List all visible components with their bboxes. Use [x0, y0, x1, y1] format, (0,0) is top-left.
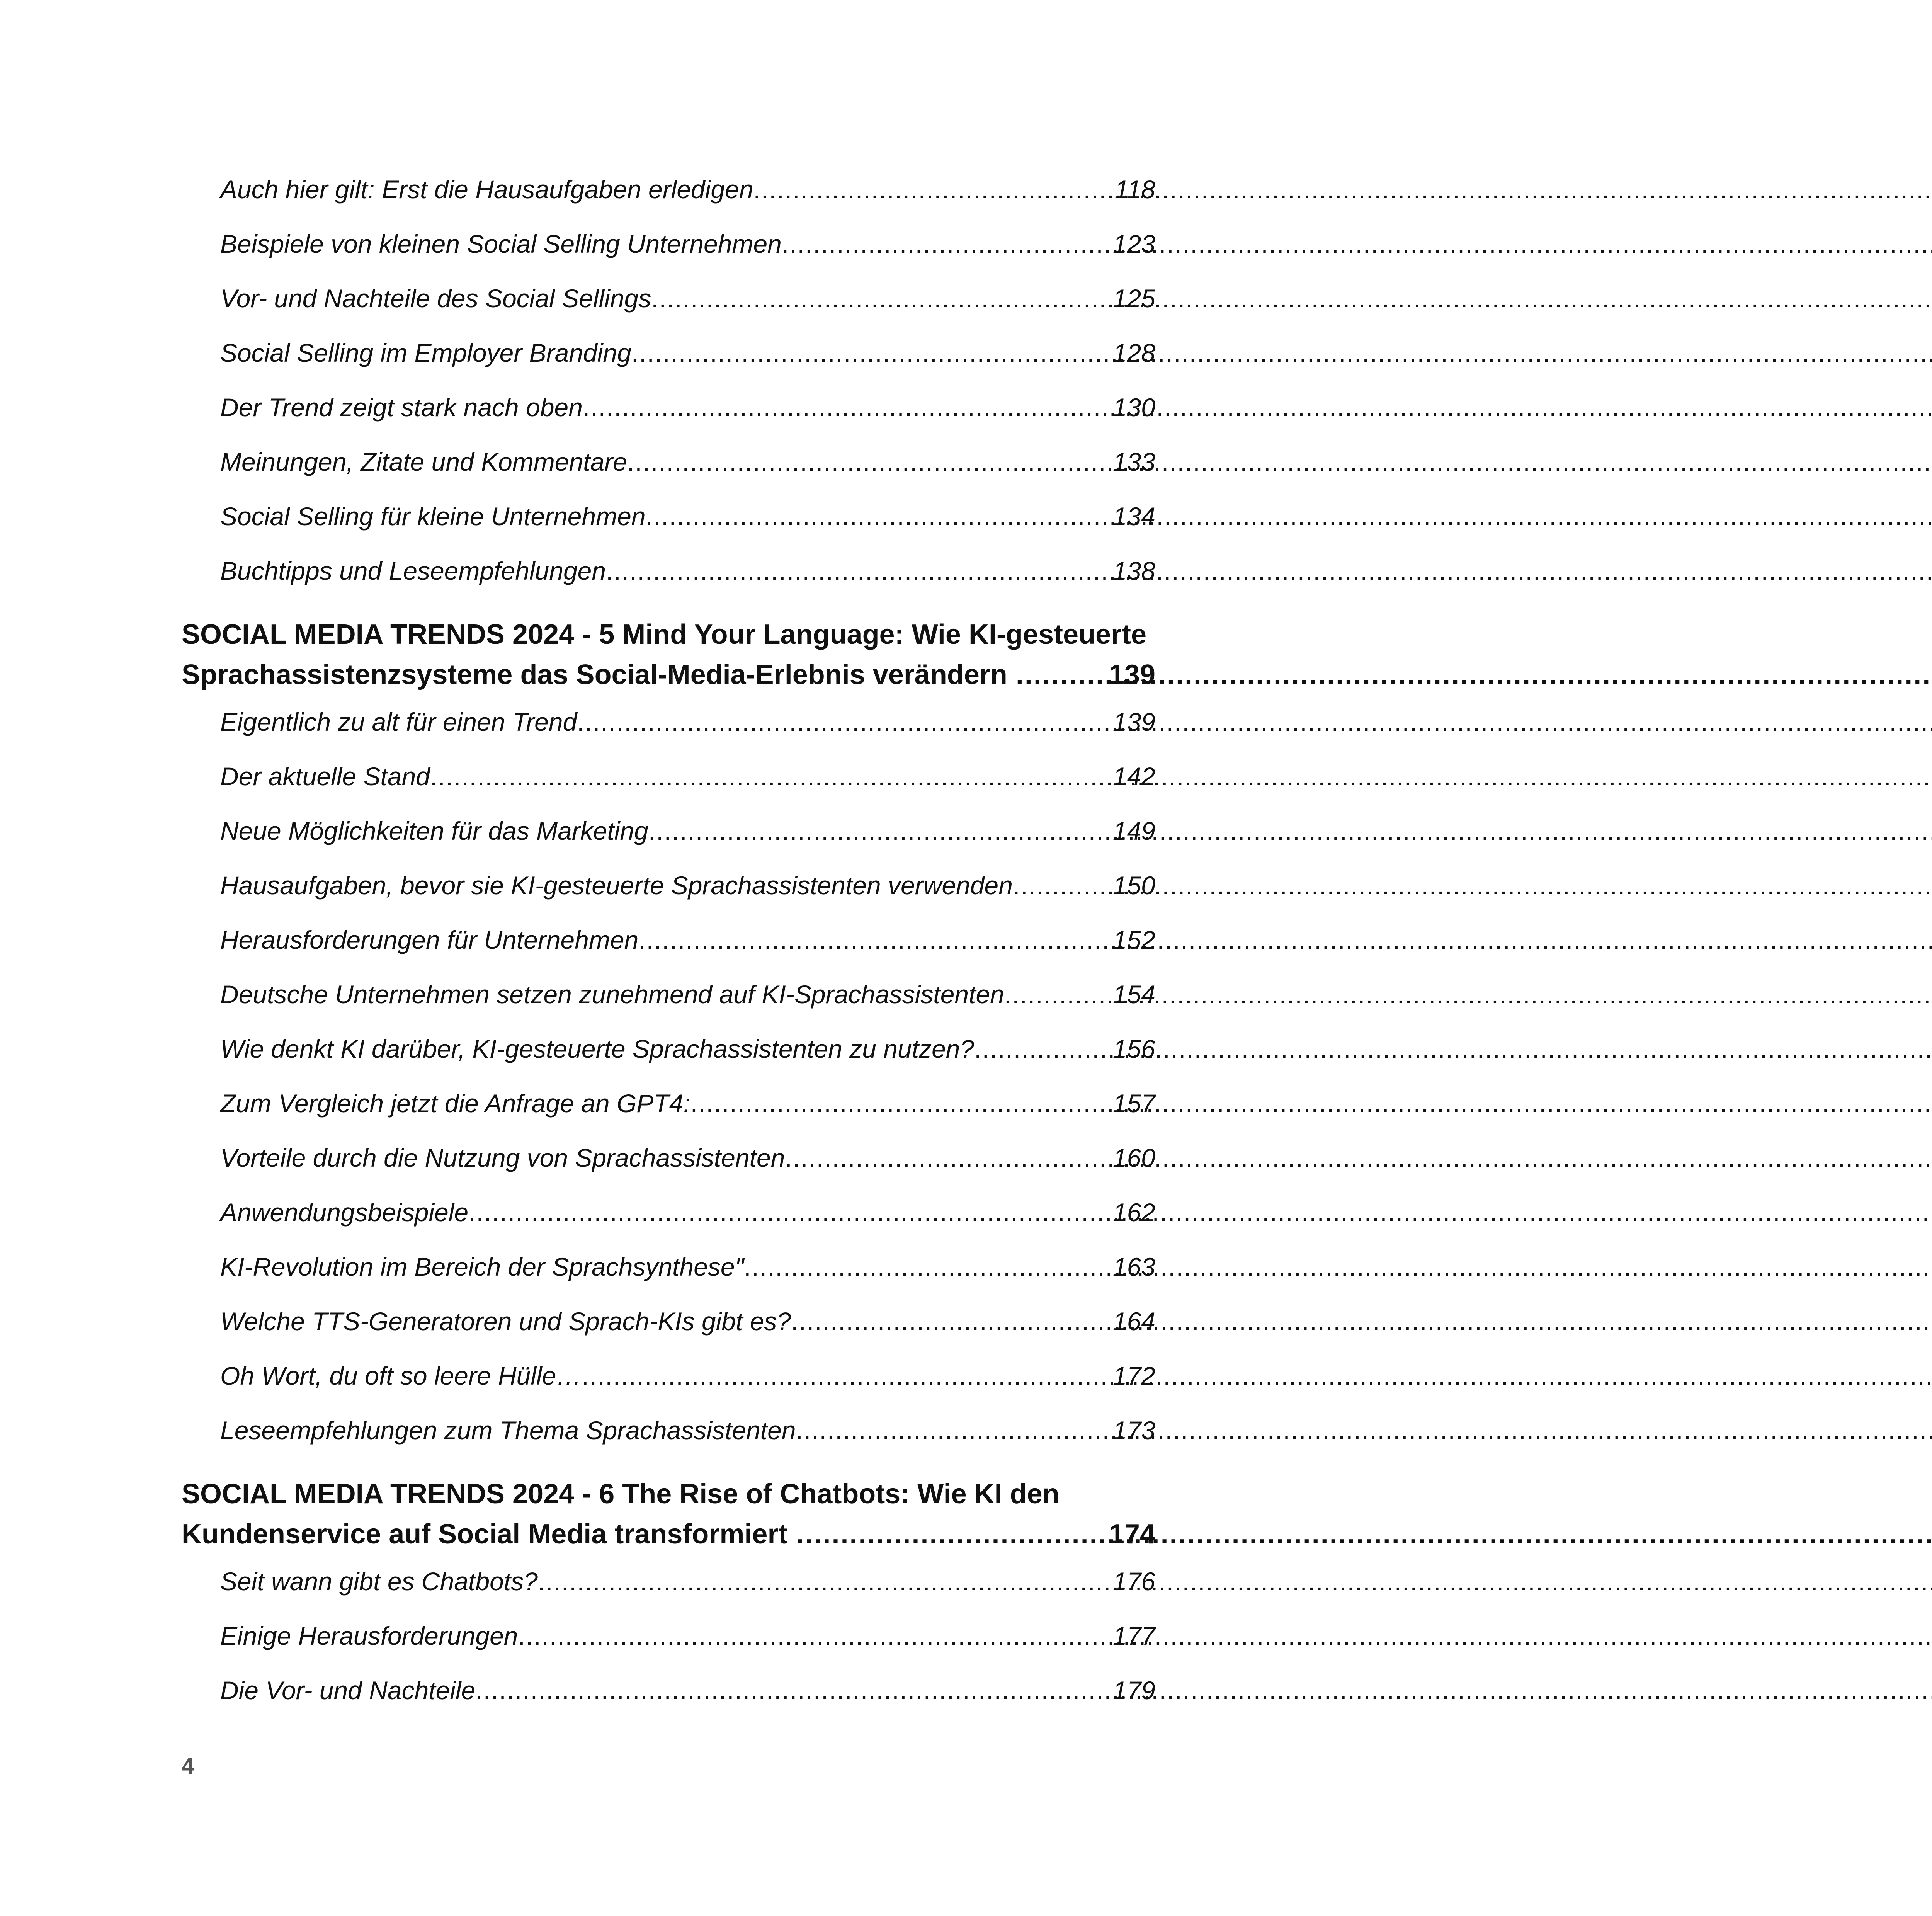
toc-entry[interactable] [220, 1554, 1155, 1609]
toc-entry[interactable] [220, 695, 1155, 749]
toc-entry[interactable] [220, 326, 1155, 380]
toc-entry-page: 130 [1112, 393, 1155, 422]
toc-entry-page: 164 [1112, 1307, 1155, 1336]
toc-entry-page: 157 [1112, 1089, 1155, 1118]
toc-entry-title: Social Selling für kleine Unternehmen [220, 502, 646, 531]
toc-entry[interactable] [220, 217, 1155, 271]
toc-entry-page: 142 [1112, 762, 1155, 791]
toc-entry-title: Herausforderungen für Unternehmen [220, 926, 639, 954]
dot-leader [646, 489, 1113, 544]
dot-leader [518, 1609, 1113, 1663]
toc-entry-page: 149 [1112, 817, 1155, 845]
toc-entry[interactable] [220, 858, 1155, 913]
table-of-contents [182, 162, 1155, 1718]
toc-entry-title: Neue Möglichkeiten für das Marketing [220, 817, 648, 845]
dot-leader [796, 1514, 1102, 1554]
chapter-page: 174 [1109, 1519, 1155, 1550]
toc-entry[interactable] [220, 749, 1155, 804]
dot-leader [606, 544, 1113, 598]
toc-entry[interactable] [220, 1185, 1155, 1240]
toc-entry[interactable] [220, 967, 1155, 1022]
toc-entry[interactable] [220, 1240, 1155, 1294]
toc-entry-title: Buchtipps und Leseempfehlungen [220, 556, 606, 585]
dot-leader [753, 162, 1115, 217]
toc-entry-page: 156 [1112, 1035, 1155, 1063]
toc-chapter-6[interactable] [182, 1474, 1155, 1554]
chapter-title-line-1: SOCIAL MEDIA TRENDS 2024 - 5 Mind Your Language: Wie KI-gesteuerte [182, 619, 1147, 650]
toc-entry-page: 125 [1112, 284, 1155, 313]
toc-entry[interactable] [220, 913, 1155, 967]
toc-entry-page: 179 [1112, 1676, 1155, 1705]
toc-entry[interactable] [220, 804, 1155, 858]
toc-entry[interactable] [220, 544, 1155, 598]
chapter-title-line-2: Sprachassistenzsysteme das Social-Media-Erlebnis verändern [182, 659, 1007, 690]
page-number: 4 [182, 1753, 195, 1779]
toc-entry[interactable] [220, 1403, 1155, 1458]
toc-entry-page: 133 [1112, 448, 1155, 476]
toc-entry-page: 163 [1112, 1252, 1155, 1281]
toc-entry-title: Anwendungsbeispiele [220, 1198, 469, 1227]
toc-entry-title: Einige Herausforderungen [220, 1622, 518, 1650]
toc-entry-title: Vorteile durch die Nutzung von Sprachassistenten [220, 1143, 785, 1172]
dot-leader [785, 1131, 1112, 1185]
toc-chapter-5[interactable] [182, 614, 1155, 695]
dot-leader [1013, 858, 1113, 913]
toc-entry-title: Die Vor- und Nachteile [220, 1676, 476, 1705]
toc-entry-page: 134 [1112, 502, 1155, 531]
toc-entry[interactable] [220, 380, 1155, 435]
toc-entry-page: 176 [1112, 1567, 1155, 1596]
toc-entry-page: 162 [1112, 1198, 1155, 1227]
toc-entry[interactable] [220, 1076, 1155, 1131]
dot-leader [796, 1403, 1113, 1458]
toc-entry-title: Seit wann gibt es Chatbots? [220, 1567, 538, 1596]
dot-leader [791, 1294, 1113, 1349]
toc-entry-page: 177 [1112, 1622, 1155, 1650]
toc-entry-title: Vor- und Nachteile des Social Sellings [220, 284, 651, 313]
dot-leader [430, 749, 1113, 804]
toc-entry-page: 139 [1112, 708, 1155, 736]
toc-entry-page: 138 [1112, 556, 1155, 585]
chapter-page: 139 [1109, 659, 1155, 690]
toc-entry-title: Der Trend zeigt stark nach oben [220, 393, 583, 422]
toc-entry-title: Wie denkt KI darüber, KI-gesteuerte Sprachassistenten zu nutzen? [220, 1035, 975, 1063]
toc-entry-page: 118 [1114, 175, 1155, 204]
toc-entry-title: KI-Revolution im Bereich der Sprachsynthese" [220, 1252, 744, 1281]
chapter-title-line-1: SOCIAL MEDIA TRENDS 2024 - 6 The Rise of Chatbots: Wie KI den [182, 1479, 1060, 1509]
toc-entry-page: 160 [1112, 1143, 1155, 1172]
dot-leader [744, 1240, 1113, 1294]
toc-entry-title: Hausaufgaben, bevor sie KI-gesteuerte Sprachassistenten verwenden [220, 871, 1013, 900]
toc-entry-page: 152 [1112, 926, 1155, 954]
toc-entry-title: Der aktuelle Stand [220, 762, 430, 791]
toc-entry-page: 128 [1112, 339, 1155, 367]
toc-entry[interactable] [220, 1131, 1155, 1185]
toc-entry-page: 173 [1112, 1416, 1155, 1445]
toc-entry-title: Deutsche Unternehmen setzen zunehmend auf KI-Sprachassistenten [220, 980, 1004, 1009]
dot-leader [648, 804, 1113, 858]
toc-entry[interactable] [220, 435, 1155, 489]
toc-entry-page: 123 [1112, 230, 1155, 258]
toc-entry-title: Meinungen, Zitate und Kommentare [220, 448, 627, 476]
toc-entry-title: Oh Wort, du oft so leere Hülle… [220, 1361, 582, 1390]
toc-entry-page: 172 [1112, 1361, 1155, 1390]
dot-leader [651, 271, 1113, 326]
dot-leader [1016, 655, 1103, 695]
dot-leader [782, 217, 1113, 271]
chapter-title-line-2: Kundenservice auf Social Media transformiert [182, 1519, 788, 1550]
dot-leader [631, 326, 1113, 380]
dot-leader [974, 1022, 1113, 1076]
dot-leader [627, 435, 1113, 489]
toc-entry-title: Welche TTS-Generatoren und Sprach-KIs gibt es? [220, 1307, 791, 1336]
dot-leader [577, 695, 1113, 749]
dot-leader [538, 1554, 1113, 1609]
toc-entry-title: Eigentlich zu alt für einen Trend [220, 708, 577, 736]
toc-entry[interactable] [220, 1349, 1155, 1403]
toc-entry-title: Social Selling im Employer Branding [220, 339, 631, 367]
toc-entry[interactable] [220, 489, 1155, 544]
dot-leader [582, 1349, 1112, 1403]
toc-entry[interactable] [220, 1294, 1155, 1349]
toc-entry-title: Leseempfehlungen zum Thema Sprachassistenten [220, 1416, 796, 1445]
toc-entry-page: 150 [1112, 871, 1155, 900]
toc-entry[interactable] [220, 1609, 1155, 1663]
dot-leader [468, 1185, 1113, 1240]
dot-leader [583, 380, 1113, 435]
toc-entry[interactable] [220, 1663, 1155, 1718]
toc-entry-title: Auch hier gilt: Erst die Hausaufgaben erledigen [220, 175, 753, 204]
dot-leader [690, 1076, 1113, 1131]
toc-entry[interactable] [220, 162, 1155, 217]
toc-entry-title: Zum Vergleich jetzt die Anfrage an GPT4: [220, 1089, 690, 1118]
dot-leader [638, 913, 1113, 967]
toc-entry[interactable] [220, 1022, 1155, 1076]
dot-leader [1004, 967, 1113, 1022]
toc-entry[interactable] [220, 271, 1155, 326]
toc-entry-title: Beispiele von kleinen Social Selling Unternehmen [220, 230, 782, 258]
toc-entry-page: 154 [1112, 980, 1155, 1009]
dot-leader [475, 1663, 1113, 1718]
